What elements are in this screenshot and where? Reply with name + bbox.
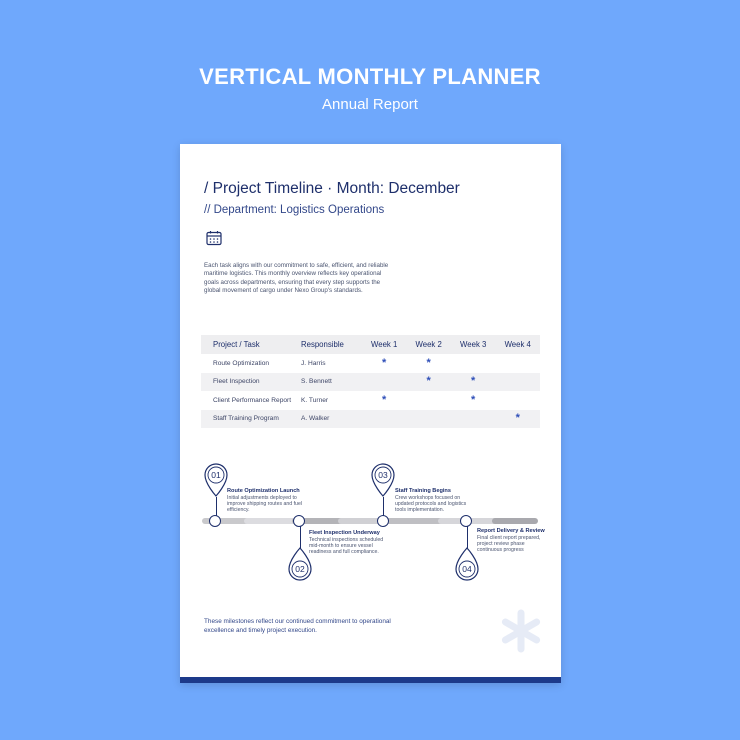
milestone-title-02: Fleet Inspection Underway <box>309 530 380 536</box>
week-3-cell <box>451 391 496 410</box>
hero-subtitle: Annual Report <box>322 96 418 113</box>
scheduled-mark-icon: * <box>471 393 476 406</box>
asterisk-decoration-icon <box>498 608 544 654</box>
milestone-number-01: 01 <box>211 470 221 480</box>
timeline-dot-01 <box>209 515 221 527</box>
header-week-3: Week 3 <box>451 335 496 354</box>
intro-paragraph: Each task aligns with our commitment to safe, efficient, and reliable maritime logistics. This monthly overview reflects key operational goals across departments, ensuring that every step supports the global movement of cargo under Nexo Group's standards. <box>204 262 389 295</box>
timeline-dot-02 <box>293 515 305 527</box>
header-week-1: Week 1 <box>362 335 407 354</box>
scheduled-mark-icon: * <box>382 356 387 369</box>
scheduled-mark-icon: * <box>426 375 431 388</box>
milestone-title-03: Staff Training Begins <box>395 488 451 494</box>
milestone-stem-04 <box>467 526 468 548</box>
week-4-cell <box>495 410 540 429</box>
milestone-pin-01 <box>202 462 230 498</box>
task-table <box>201 335 540 428</box>
week-2-cell <box>406 391 451 410</box>
milestone-stem-03 <box>383 497 384 516</box>
task-responsible: A. Walker <box>301 410 362 429</box>
timeline-dot-03 <box>377 515 389 527</box>
week-2-cell <box>406 373 451 392</box>
scheduled-mark-icon: * <box>426 356 431 369</box>
table-row <box>201 354 540 373</box>
week-2-cell <box>406 410 451 429</box>
sheet-bottom-bar <box>180 677 561 683</box>
milestone-number-04: 04 <box>462 564 472 574</box>
week-2-cell <box>406 354 451 373</box>
table-row <box>201 410 540 429</box>
timeline-dot-04 <box>460 515 472 527</box>
document-title: / Project Timeline · Month: December <box>204 180 460 197</box>
week-4-cell <box>495 354 540 373</box>
document-subtitle: // Department: Logistics Operations <box>204 204 385 216</box>
header-week-4: Week 4 <box>495 335 540 354</box>
scheduled-mark-icon: * <box>515 412 520 425</box>
scheduled-mark-icon: * <box>471 375 476 388</box>
task-name: Client Performance Report <box>213 396 292 404</box>
week-1-cell <box>362 373 407 392</box>
milestone-stem-01 <box>216 497 217 516</box>
milestone-text-01: Initial adjustments deployed to improve shipping routes and fuel efficiency. <box>227 495 302 514</box>
task-name: Staff Training Program <box>201 410 301 429</box>
week-1-cell <box>362 410 407 429</box>
milestone-number-03: 03 <box>378 470 388 480</box>
table-row <box>201 373 540 392</box>
week-4-cell <box>495 373 540 392</box>
task-responsible: S. Bennett <box>301 373 362 392</box>
hero-title: VERTICAL MONTHLY PLANNER <box>199 64 541 89</box>
scheduled-mark-icon: * <box>382 393 387 406</box>
timeline-track <box>202 518 538 524</box>
task-name: Fleet Inspection <box>201 373 301 392</box>
header-responsible: Responsible <box>301 335 362 354</box>
milestone-stem-02 <box>300 526 301 548</box>
footer-note: These milestones reflect our continued commitment to operational excellence and timely project execution. <box>204 618 391 634</box>
header-project: Project / Task <box>201 335 301 354</box>
table-header-row <box>201 335 540 354</box>
week-3-cell <box>451 354 496 373</box>
week-4-cell <box>495 391 540 410</box>
calendar-icon <box>206 230 222 246</box>
milestone-text-04: Final client report prepared, project review phase continuous progress <box>477 535 541 554</box>
week-1-cell <box>362 391 407 410</box>
task-responsible: K. Turner <box>300 396 329 404</box>
milestone-text-03: Crew workshops focused on updated protocols and logistics tools implementation. <box>395 495 467 514</box>
task-name: Route Optimization <box>213 359 270 367</box>
week-3-cell <box>451 410 496 429</box>
header-week-2: Week 2 <box>406 335 451 354</box>
week-3-cell <box>451 373 496 392</box>
milestone-title-01: Route Optimization Launch <box>227 488 300 494</box>
planner-sheet <box>180 144 561 683</box>
milestone-text-02: Technical inspections scheduled mid-month to ensure vessel readiness and full compliance. <box>309 537 384 556</box>
table-row <box>201 391 540 410</box>
milestone-title-04: Report Delivery & Review <box>477 528 545 534</box>
milestone-pin-03 <box>369 462 397 498</box>
milestone-number-02: 02 <box>295 564 305 574</box>
week-1-cell <box>362 354 407 373</box>
task-responsible: J. Harris <box>300 359 326 367</box>
